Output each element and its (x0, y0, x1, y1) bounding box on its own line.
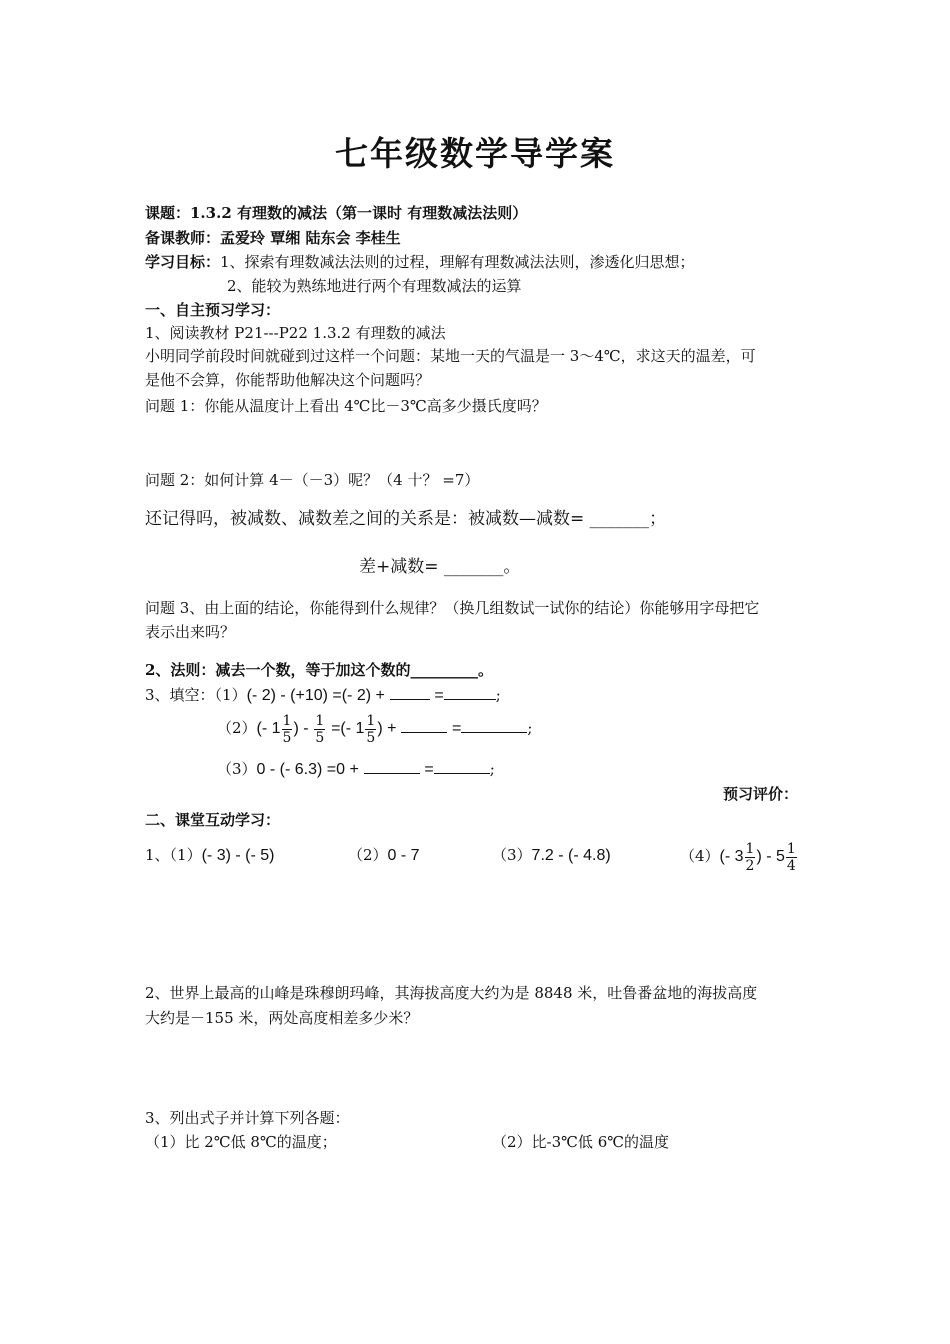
relation-line-1: 还记得吗，被减数、减数差之间的关系是：被减数—减数= _______； (145, 509, 667, 529)
answer-blank[interactable] (390, 684, 430, 700)
page-title: 七年级数学导学案 (335, 134, 615, 173)
exercise-2-line-2: 大约是－155 米，两处高度相差多少米？ (145, 1009, 419, 1027)
fraction-denominator: 5 (315, 729, 325, 746)
answer-blank[interactable] (401, 717, 447, 733)
semicolon: ; (489, 760, 495, 778)
fill-item-1-number: （1） (214, 686, 247, 704)
relation-line-2: 差+减数= _______。 (359, 557, 521, 577)
fraction-denominator: 5 (282, 729, 292, 746)
exercise-1b (348, 845, 420, 866)
fraction (745, 841, 756, 874)
exercise-1a-number: （1） (169, 846, 202, 864)
fill-item-1 (145, 684, 501, 706)
fraction-denominator: 2 (745, 857, 755, 874)
exercise-1b-number: （2） (348, 846, 388, 864)
exercise-1b-expr: 0 - 7 (387, 847, 420, 864)
fraction (282, 713, 293, 746)
exercise-1c-expr: 7.2 - (- 4.8) (531, 847, 611, 864)
fill-item-2 (217, 708, 532, 749)
reading-line: 1、阅读教材 P21---P22 1.3.2 有理数的减法 (145, 324, 446, 342)
teachers-line: 备课教师：孟爱玲 覃缃 陆东会 李桂生 (145, 229, 401, 247)
fill-item-3 (217, 758, 495, 780)
semicolon: ; (527, 719, 533, 737)
math-text: =(- 1 (331, 720, 365, 737)
preview-evaluation: 预习评价： (723, 785, 799, 803)
exercise-1 (145, 845, 274, 866)
math-text: ) - (293, 720, 309, 737)
answer-blank[interactable] (364, 758, 420, 774)
story-line-2: 是他不会算，你能帮助他解决这个问题吗？ (145, 371, 431, 389)
question-3-line-2: 表示出来吗？ (145, 623, 236, 641)
section-2-heading: 二、课堂互动学习： (145, 811, 281, 829)
math-text: ) + (377, 720, 397, 737)
fraction-denominator: 5 (366, 729, 376, 746)
fraction-numerator: 1 (786, 840, 796, 857)
fill-item-3-expr: 0 - (- 6.3) =0 + (256, 761, 359, 778)
story-line-1: 小明同学前段时间就碰到过这样一个问题：某地一天的气温是一 3～4℃，求这天的温差，可 (145, 347, 756, 365)
goal-1: 1、探索有理数减法法则的过程，理解有理数减法法则，渗透化归思想； (220, 253, 695, 271)
section-1-heading: 一、自主预习学习： (145, 301, 281, 319)
fraction (314, 713, 325, 746)
fill-item-3-number: （3） (217, 760, 257, 778)
math-text: ) - 5 (756, 848, 785, 865)
fill-label: 3、填空： (145, 686, 215, 704)
fraction-numerator: 1 (745, 840, 755, 857)
answer-blank[interactable] (461, 717, 527, 733)
fill-item-1-expr: (- 2) - (+10) =(- 2) + (246, 687, 385, 704)
question-2: 问题 2：如何计算 4－（－3）呢？（4 十？ =7） (145, 471, 480, 489)
math-text: (- 3 (719, 848, 744, 865)
fraction-denominator: 4 (786, 857, 796, 874)
fraction (365, 713, 376, 746)
fraction-numerator: 1 (282, 712, 292, 729)
exercise-1c-number: （3） (492, 846, 532, 864)
fraction-numerator: 1 (366, 712, 376, 729)
exercise-3: 3、列出式子并计算下列各题： (145, 1109, 350, 1127)
exercise-1-label: 1、 (145, 846, 170, 864)
exercise-1d-number: （4） (680, 847, 720, 865)
fill-item-2-number: （2） (217, 719, 257, 737)
exercise-1a-expr: (- 3) - (- 5) (201, 847, 275, 864)
math-text: (- 1 (256, 720, 281, 737)
answer-blank[interactable] (444, 684, 496, 700)
question-1: 问题 1：你能从温度计上看出 4℃比－3℃高多少摄氏度吗？ (145, 397, 547, 415)
exercise-1d (680, 836, 798, 877)
topic-line: 课题：1.3.2 有理数的减法（第一课时 有理数减法法则） (145, 204, 528, 222)
equals-sign: = (452, 720, 462, 737)
question-3-line-1: 问题 3、由上面的结论，你能得到什么规律？（换几组数试一试你的结论）你能够用字母把它 (145, 599, 760, 617)
semicolon: ; (495, 686, 501, 704)
equals-sign: = (424, 761, 434, 778)
goal-2: 2、能较为熟练地进行两个有理数减法的运算 (227, 277, 522, 295)
exercise-1c (492, 845, 611, 866)
goals-label: 学习目标： (145, 253, 221, 271)
fraction (786, 841, 797, 874)
exercise-3a: （1）比 2℃低 8℃的温度； (145, 1133, 337, 1151)
exercise-2-line-1: 2、世界上最高的山峰是珠穆朗玛峰，其海拔高度大约为是 8848 米，吐鲁番盆地的海拔高度 (145, 984, 758, 1002)
exercise-3b: （2）比-3℃低 6℃的温度 (492, 1133, 670, 1151)
answer-blank[interactable] (434, 758, 490, 774)
rule-line: 2、法则：减去一个数，等于加这个数的_________。 (145, 661, 493, 679)
equals-sign: = (434, 687, 444, 704)
fraction-numerator: 1 (315, 712, 325, 729)
goals-line (145, 252, 695, 272)
